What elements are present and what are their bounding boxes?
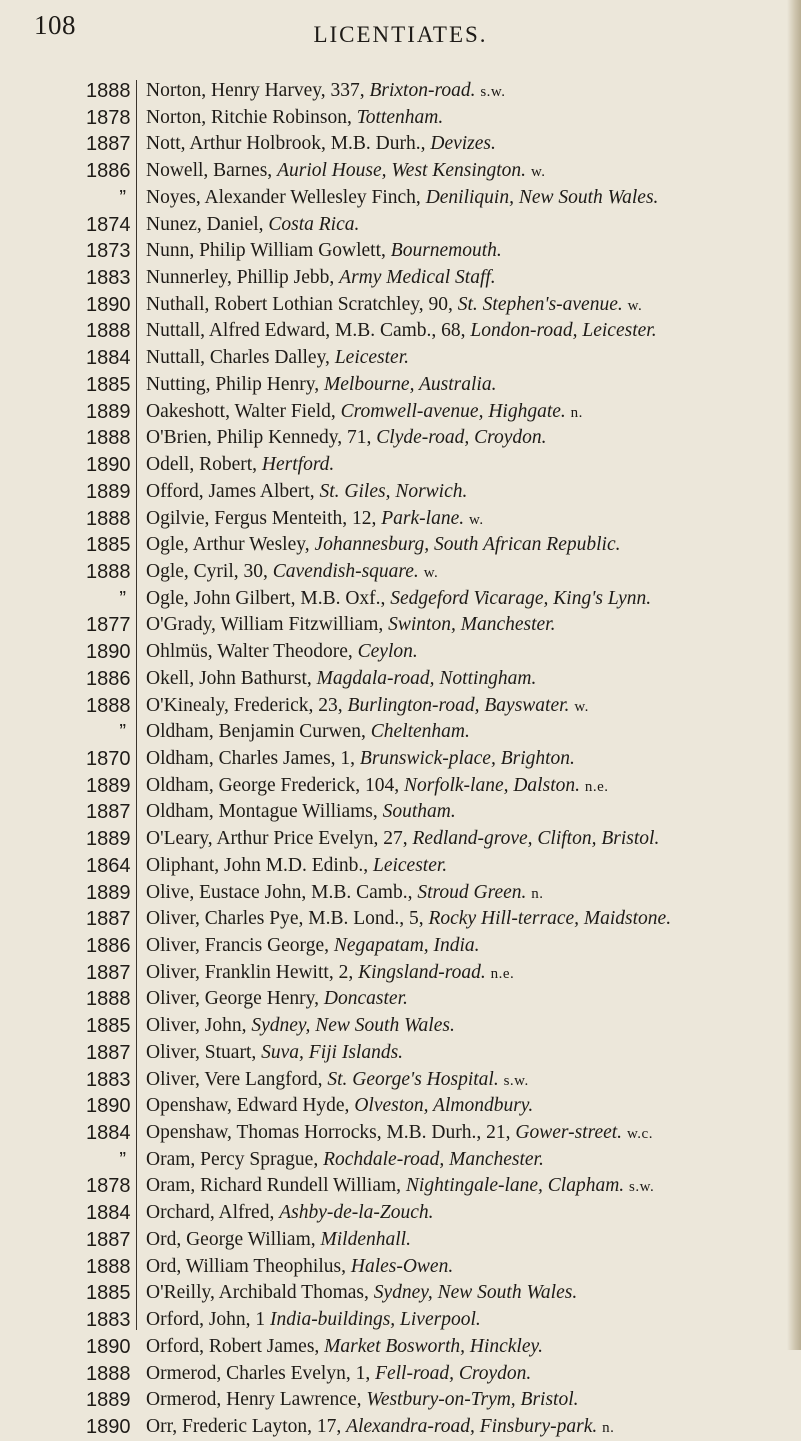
- entry-name: Nowell, Barnes,: [146, 160, 273, 182]
- entry-name: Ogle, John Gilbert, M.B. Oxf.,: [146, 587, 386, 609]
- entry-name: Ord, George William,: [146, 1228, 316, 1250]
- entry-row: [146, 78, 791, 105]
- entry-year: 1888: [86, 988, 131, 1011]
- entry-address: Park-lane.: [381, 507, 465, 529]
- entry-address: Deniliquin, New South Wales.: [425, 186, 659, 208]
- entry-row: [146, 880, 791, 907]
- entry-district: n.: [602, 1419, 615, 1436]
- entry-name: Oliver, Francis George,: [146, 935, 329, 956]
- entry-address: Mildenhall.: [320, 1228, 411, 1250]
- entry-address: Cavendish-square.: [272, 560, 419, 582]
- entry-year: 1878: [86, 106, 131, 129]
- entry-address: Hales-Owen.: [350, 1255, 454, 1277]
- entry-name: Oliphant, John M.D. Edinb.,: [146, 854, 369, 876]
- entry-row: [146, 1280, 791, 1307]
- entry-year: 1890: [86, 641, 131, 664]
- entry-district: w.: [530, 164, 546, 181]
- entry-row: [146, 853, 791, 880]
- running-head: LICENTIATES.: [313, 22, 488, 47]
- entry-name: O'Reilly, Archibald Thomas,: [146, 1282, 369, 1304]
- entry-name: Oldham, George Frederick, 104,: [146, 774, 400, 796]
- entry-year: 1889: [86, 881, 131, 904]
- entry-row: [146, 559, 791, 586]
- entry-name: Oliver, Stuart,: [146, 1041, 257, 1063]
- entry-name: Offord, James Albert,: [146, 480, 315, 502]
- entry-address: India-buildings, Liverpool.: [270, 1309, 481, 1331]
- entry-year: 1890: [86, 454, 131, 477]
- entry-name: Nunn, Philip William Gowlett,: [146, 240, 386, 262]
- entry-address: Army Medical Staff.: [339, 267, 496, 289]
- entry-address: Nightingale-lane, Clapham.: [405, 1175, 625, 1197]
- entry-address: Alexandra-road, Finsbury-park.: [346, 1415, 598, 1437]
- entry-name: Openshaw, Thomas Horrocks, M.B. Durh., 21,: [146, 1122, 511, 1144]
- entry-name: Orford, Robert James,: [146, 1335, 320, 1357]
- entry-year: 1886: [86, 935, 131, 957]
- entry-address: Costa Rica.: [268, 213, 360, 235]
- entry-year: 1883: [86, 267, 131, 290]
- entry-address: Brunswick-place, Brighton.: [359, 747, 575, 769]
- entry-address: Tottenham.: [356, 106, 444, 128]
- entry-address: Negapatam, India.: [333, 935, 480, 956]
- entry-year: 1889: [86, 828, 131, 851]
- entry-row: [146, 1040, 791, 1067]
- entry-address: Stroud Green.: [417, 881, 527, 903]
- entry-address: St. George's Hospital.: [327, 1068, 499, 1090]
- entry-year: 1890: [86, 1095, 131, 1118]
- entry-district: w.c.: [626, 1126, 653, 1143]
- entry-district: n.: [531, 885, 544, 902]
- entry-address: Suva, Fiji Islands.: [261, 1041, 404, 1063]
- entry-row: [146, 1147, 791, 1174]
- entry-year: 1888: [86, 1362, 131, 1385]
- entry-year: 1887: [86, 801, 131, 824]
- entry-row: [146, 1200, 791, 1227]
- entry-year: 1888: [86, 1255, 131, 1278]
- entry-district: s.w.: [503, 1072, 529, 1089]
- entry-name: Ormerod, Charles Evelyn, 1,: [146, 1362, 371, 1384]
- entry-row: [146, 986, 791, 1013]
- entry-year: 1887: [86, 133, 131, 156]
- entry-row: [146, 586, 791, 613]
- entry-district: w.: [468, 511, 484, 528]
- entry-name: Oakeshott, Walter Field,: [146, 400, 336, 422]
- entry-year: 1889: [86, 774, 131, 797]
- entry-address: Cromwell-avenue, Highgate.: [340, 400, 566, 422]
- entry-year: 1884: [86, 1202, 131, 1225]
- entry-row: [146, 212, 791, 239]
- entry-address: Leicester.: [334, 347, 410, 369]
- entry-row: [146, 1093, 791, 1120]
- entry-year: 1887: [86, 908, 131, 931]
- entry-name: Ogle, Arthur Wesley,: [146, 534, 310, 556]
- entry-address: London-road, Leicester.: [470, 320, 657, 342]
- entry-address: Johannesburg, South African Republic.: [314, 534, 621, 556]
- entry-name: Nutting, Philip Henry,: [146, 373, 320, 395]
- entry-address: Southam.: [382, 801, 456, 823]
- entry-year: 1878: [86, 1175, 131, 1198]
- entry-address: St. Stephen's-avenue.: [457, 293, 623, 315]
- entry-year: 1877: [86, 614, 131, 637]
- entry-address: Kingsland-road.: [358, 961, 486, 983]
- entry-year: 1883: [86, 1309, 131, 1332]
- entry-row: [146, 960, 791, 987]
- entry-address: Market Bosworth, Hinckley.: [324, 1335, 543, 1357]
- entry-name: Nuttall, Alfred Edward, M.B. Camb., 68,: [146, 320, 466, 342]
- entry-row: [146, 933, 791, 960]
- entry-address: Norfolk-lane, Dalston.: [403, 774, 580, 796]
- entry-name: Openshaw, Edward Hyde,: [146, 1095, 350, 1117]
- entry-name: Nuthall, Robert Lothian Scratchley, 90,: [146, 293, 453, 315]
- entry-row: [146, 773, 791, 800]
- entry-name: Ogilvie, Fergus Menteith, 12,: [146, 507, 377, 529]
- entry-year: 1888: [86, 427, 131, 450]
- entry-row: [146, 1120, 791, 1147]
- entry-address: Swinton, Manchester.: [388, 614, 556, 636]
- entry-district: w.: [627, 297, 643, 314]
- entry-row: [146, 265, 791, 292]
- entry-name: Nunez, Daniel,: [146, 213, 264, 235]
- entry-address: Auriol House, West Kensington.: [277, 160, 527, 182]
- entry-row: [146, 1334, 791, 1361]
- entry-year: 1887: [86, 1041, 131, 1064]
- entry-name: O'Brien, Philip Kennedy, 71,: [146, 427, 372, 449]
- entry-name: Norton, Henry Harvey, 337,: [146, 80, 365, 101]
- entry-address: Ashby-de-la-Zouch.: [279, 1202, 434, 1224]
- entry-address: Sydney, New South Wales.: [251, 1015, 455, 1037]
- entry-row: [146, 105, 791, 132]
- entry-year: 1888: [86, 320, 131, 343]
- entry-year: ”: [119, 186, 126, 209]
- entry-name: Olive, Eustace John, M.B. Camb.,: [146, 881, 413, 903]
- entry-row: [146, 1254, 791, 1281]
- entry-address: Melbourne, Australia.: [324, 373, 497, 395]
- entry-row: [146, 158, 791, 185]
- entry-name: Odell, Robert,: [146, 454, 258, 476]
- entry-name: Ord, William Theophilus,: [146, 1255, 346, 1277]
- entry-name: O'Kinealy, Frederick, 23,: [146, 694, 343, 716]
- entry-district: w.: [423, 564, 439, 581]
- entry-year: 1873: [86, 240, 131, 263]
- entry-year: 1887: [86, 1228, 131, 1251]
- entry-year: 1889: [86, 480, 131, 503]
- entry-row: [146, 666, 791, 693]
- entry-row: [146, 799, 791, 826]
- entry-address: Sydney, New South Wales.: [373, 1282, 578, 1304]
- entry-year: 1885: [86, 1282, 131, 1305]
- entry-address: St. Giles, Norwich.: [319, 480, 468, 502]
- entry-year: ”: [119, 721, 126, 744]
- entry-name: Noyes, Alexander Wellesley Finch,: [146, 186, 421, 208]
- entry-address: Sedgeford Vicarage, King's Lynn.: [390, 587, 652, 609]
- entry-row: [146, 1414, 791, 1441]
- entry-address: Leicester.: [372, 854, 448, 876]
- entry-year: 1883: [86, 1068, 131, 1091]
- entry-year: 1884: [86, 1122, 131, 1145]
- entry-year: 1886: [86, 160, 131, 183]
- entry-year: 1870: [86, 747, 131, 770]
- entry-row: [146, 693, 791, 720]
- entry-row: [146, 826, 791, 853]
- entry-name: Okell, John Bathurst,: [146, 667, 312, 689]
- entry-name: O'Leary, Arthur Price Evelyn, 27,: [146, 828, 408, 850]
- entry-row: [146, 345, 791, 372]
- entry-name: Ormerod, Henry Lawrence,: [146, 1389, 362, 1411]
- entry-row: [146, 185, 791, 212]
- entry-name: Orchard, Alfred,: [146, 1202, 275, 1224]
- entry-year: 1886: [86, 667, 131, 690]
- entry-row: [146, 1227, 791, 1254]
- entry-address: Ceylon.: [357, 641, 418, 663]
- entry-name: Oliver, John,: [146, 1015, 247, 1037]
- entry-address: Cheltenham.: [370, 721, 470, 743]
- entry-name: Oldham, Charles James, 1,: [146, 747, 356, 769]
- entry-name: Orford, John, 1: [146, 1309, 266, 1331]
- entry-year: 1888: [86, 507, 131, 530]
- entry-address: Rocky Hill-terrace, Maidstone.: [428, 908, 672, 930]
- entry-year: 1888: [86, 560, 131, 583]
- entry-year: 1890: [86, 293, 131, 316]
- entry-year: 1889: [86, 400, 131, 423]
- entry-row: [146, 452, 791, 479]
- entry-district: n.e.: [584, 778, 609, 795]
- entry-year: 1874: [86, 213, 131, 236]
- entry-row: [146, 1173, 791, 1200]
- column-rule: [136, 80, 137, 1330]
- entry-district: s.w.: [629, 1179, 655, 1196]
- entry-address: Devizes.: [430, 133, 496, 155]
- entry-year: 1890: [86, 1415, 131, 1438]
- entry-name: Oldham, Montague Williams,: [146, 801, 378, 823]
- entry-year: ”: [119, 587, 126, 610]
- year-column: [86, 78, 131, 1441]
- entry-address: Clyde-road, Croydon.: [376, 427, 547, 449]
- entry-address: Olveston, Almondbury.: [354, 1095, 534, 1117]
- entry-name: Nunnerley, Phillip Jebb,: [146, 267, 335, 289]
- entry-year: 1884: [86, 347, 131, 370]
- entry-row: [146, 719, 791, 746]
- entry-row: [146, 131, 791, 158]
- entry-row: [146, 1067, 791, 1094]
- entry-row: [146, 372, 791, 399]
- entry-name: Oliver, Franklin Hewitt, 2,: [146, 961, 354, 983]
- entry-address: Redland-grove, Clifton, Bristol.: [412, 828, 660, 850]
- entry-row: [146, 506, 791, 533]
- entry-name: Oliver, Vere Langford,: [146, 1068, 323, 1090]
- entry-name: Nott, Arthur Holbrook, M.B. Durh.,: [146, 133, 426, 155]
- entry-row: [146, 906, 791, 933]
- entry-name: Oldham, Benjamin Curwen,: [146, 721, 366, 743]
- entry-year: 1889: [86, 1389, 131, 1412]
- entry-row: [146, 639, 791, 666]
- entry-district: s.w.: [480, 84, 506, 100]
- entry-year: 1890: [86, 1335, 131, 1358]
- entry-row: [146, 425, 791, 452]
- entry-address: Bournemouth.: [390, 240, 502, 262]
- page-number: 108: [34, 10, 76, 40]
- entry-address: Brixton-road.: [369, 80, 476, 101]
- entry-name: Oram, Percy Sprague,: [146, 1148, 319, 1170]
- entry-row: [146, 1361, 791, 1388]
- entry-address: Gower-street.: [515, 1122, 623, 1144]
- entry-row: [146, 532, 791, 559]
- entry-row: [146, 292, 791, 319]
- entry-row: [146, 399, 791, 426]
- entry-district: n.: [570, 404, 583, 421]
- entry-year: 1885: [86, 1015, 131, 1038]
- entry-year: ”: [119, 1148, 126, 1171]
- entry-name: Oram, Richard Rundell William,: [146, 1175, 402, 1197]
- entry-row: [146, 1013, 791, 1040]
- entry-year: 1864: [86, 854, 131, 877]
- entry-row: [146, 318, 791, 345]
- entry-name: Norton, Ritchie Robinson,: [146, 106, 352, 128]
- entry-year: 1887: [86, 961, 131, 984]
- entry-row: [146, 1307, 791, 1334]
- entry-name: O'Grady, William Fitzwilliam,: [146, 614, 384, 636]
- entry-name: Orr, Frederic Layton, 17,: [146, 1415, 342, 1437]
- entry-address: Burlington-road, Bayswater.: [347, 694, 570, 716]
- entry-name: Ogle, Cyril, 30,: [146, 560, 268, 582]
- entry-address: Hertford.: [261, 454, 335, 476]
- entry-district: n.e.: [490, 965, 515, 982]
- entry-address: Westbury-on-Trym, Bristol.: [366, 1389, 579, 1411]
- entry-year: 1885: [86, 373, 131, 396]
- entry-row: [146, 746, 791, 773]
- entry-row: [146, 1387, 791, 1414]
- entry-row: [146, 612, 791, 639]
- entry-name: Oliver, Charles Pye, M.B. Lond., 5,: [146, 908, 424, 930]
- entry-address: Magdala-road, Nottingham.: [316, 667, 537, 689]
- entry-address: Fell-road, Croydon.: [375, 1362, 532, 1384]
- entry-district: w.: [574, 698, 589, 715]
- entry-year: 1888: [86, 694, 131, 717]
- entry-name: Nuttall, Charles Dalley,: [146, 347, 330, 369]
- entry-list: [146, 78, 791, 1441]
- entry-address: Rochdale-road, Manchester.: [323, 1148, 544, 1170]
- entry-year: 1885: [86, 534, 131, 557]
- entry-name: Ohlmüs, Walter Theodore,: [146, 641, 353, 663]
- entry-address: Doncaster.: [323, 988, 408, 1010]
- entry-name: Oliver, George Henry,: [146, 988, 320, 1010]
- entry-year: 1888: [86, 80, 131, 102]
- entry-row: [146, 238, 791, 265]
- entry-row: [146, 479, 791, 506]
